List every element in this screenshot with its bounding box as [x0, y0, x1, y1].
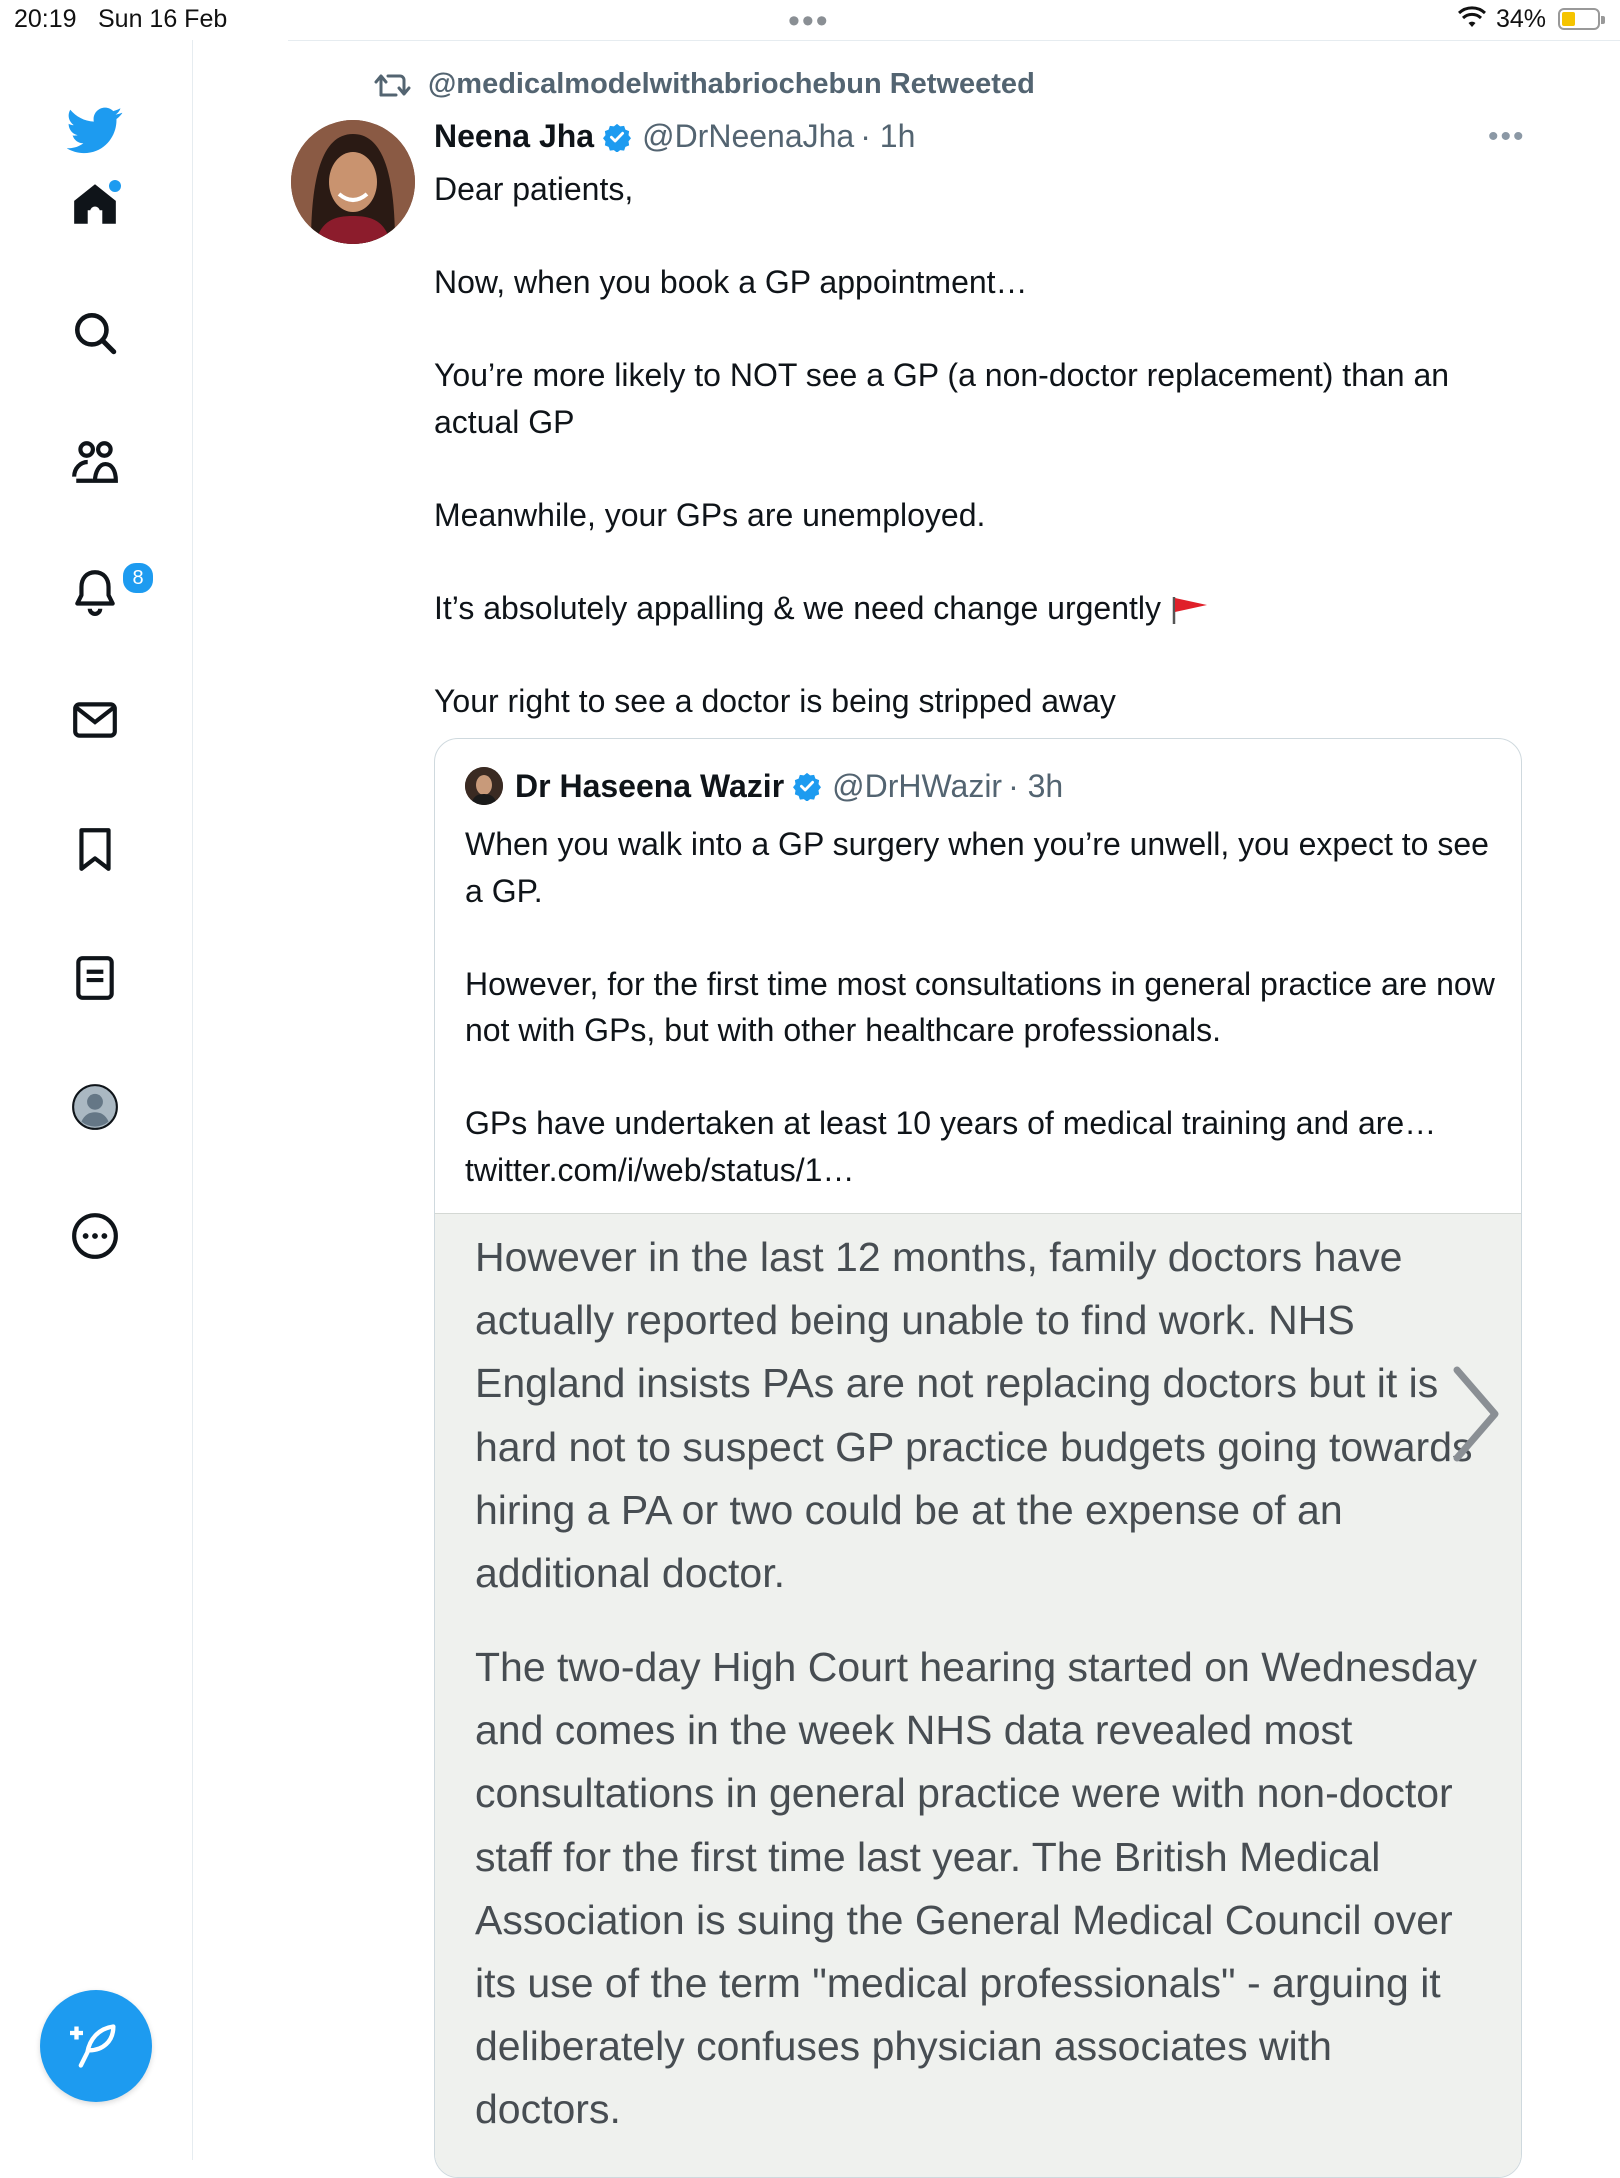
bookmark-icon [70, 824, 120, 874]
tweet-time[interactable]: · 1h [860, 118, 916, 154]
battery-percent: 34% [1496, 5, 1547, 33]
tweet-header [434, 118, 915, 155]
profile-avatar-icon [70, 1082, 120, 1132]
sidebar-item-communities[interactable] [55, 422, 135, 502]
twitter-logo-icon[interactable] [55, 90, 135, 170]
sidebar-item-messages[interactable] [55, 680, 135, 760]
sidebar-item-notifications[interactable] [55, 551, 144, 631]
notification-badge: 8 [121, 561, 155, 595]
tweet-paragraph: Dear patients, [434, 171, 634, 207]
search-icon [70, 308, 120, 358]
compose-tweet-button[interactable] [40, 1990, 152, 2102]
compose-feather-icon [70, 2020, 122, 2072]
sidebar-nav [0, 40, 193, 2160]
red-flag-icon [1171, 595, 1209, 625]
image-paragraph: The two-day High Court hearing started on Wednesday and comes in the week NHS data revealed most consultations in general practice were with non-doctor staff for the first time last year. The British Medical Association is suing the General Medical Council over its use of the term "medical professionals" - arguing it deliberately confuses physician associates with doctors. [475, 1644, 1478, 2133]
sidebar-item-profile[interactable] [55, 1067, 135, 1147]
envelope-icon [70, 695, 120, 745]
tweet-paragraph: You’re more likely to NOT see a GP (a non-doctor replacement) than an actual GP [434, 357, 1450, 440]
list-icon [70, 953, 120, 1003]
quoted-tweet-time: · 3h [1008, 767, 1064, 804]
quoted-author-name: Dr Haseena Wazir [515, 767, 785, 804]
tweet-body [434, 166, 1534, 771]
timeline-top-divider [288, 40, 1620, 41]
author-avatar[interactable] [291, 120, 415, 244]
multitasking-dots[interactable]: ••• [788, 2, 830, 40]
quoted-tweet-body [465, 821, 1495, 1240]
author-handle[interactable]: @DrNeenaJha [642, 118, 855, 154]
sidebar-item-home[interactable] [55, 164, 135, 244]
communities-icon [70, 437, 120, 487]
tweet-more-button[interactable]: ••• [1488, 120, 1526, 153]
home-unread-dot [109, 180, 121, 192]
quoted-tweet-image[interactable] [435, 1213, 1522, 2178]
sidebar-item-search[interactable] [55, 293, 135, 373]
status-bar [0, 0, 1620, 40]
sidebar-item-more[interactable] [55, 1196, 135, 1276]
sidebar-item-lists[interactable] [55, 938, 135, 1018]
more-circle-icon [70, 1211, 120, 1261]
retweet-icon [374, 71, 412, 99]
tweet-paragraph: Your right to see a doctor is being stripped away [434, 682, 1116, 719]
author-name[interactable]: Neena Jha [434, 118, 595, 154]
retweeted-by-label: @medicalmodelwithabriochebun Retweeted [428, 68, 1035, 100]
quoted-author-avatar[interactable] [465, 767, 503, 805]
image-paragraph: However in the last 12 months, family doctors have actually reported being unable to find work. NHS England insists PAs are not replacing doctors but it is hard not to suspect GP practice budgets going towards hiring a PA or two could be at the expense of an additional doctor. [475, 1234, 1473, 1597]
chevron-right-icon[interactable] [1445, 1364, 1505, 1464]
tweet-paragraph: Now, when you book a GP appointment… [434, 264, 1028, 300]
verified-badge-icon [602, 122, 632, 152]
quoted-paragraph: When you walk into a GP surgery when you’re unwell, you expect to see a GP. [465, 826, 1489, 909]
battery-icon [1558, 8, 1600, 30]
quoted-tweet-card[interactable] [434, 738, 1522, 2178]
quoted-paragraph: However, for the first time most consultations in general practice are now not with GPs, but with other healthcare professionals. [465, 965, 1495, 1048]
status-date: Sun 16 Feb [98, 5, 228, 33]
quoted-tweet-header [465, 767, 1063, 805]
wifi-icon [1458, 6, 1486, 37]
status-time: 20:19 [14, 5, 77, 33]
retweet-context[interactable] [374, 68, 1035, 101]
tweet-paragraph: Meanwhile, your GPs are unemployed. [434, 496, 986, 533]
verified-badge-icon [792, 771, 822, 801]
bell-icon [70, 566, 120, 616]
sidebar-item-bookmarks[interactable] [55, 809, 135, 889]
tweet-paragraph-with-flag [434, 585, 1534, 632]
tweet-paragraph: It’s absolutely appalling & we need change urgently [434, 589, 1162, 626]
quoted-author-handle: @DrHWazir [832, 767, 1003, 804]
quoted-paragraph: GPs have undertaken at least 10 years of medical training and are… twitter.com/i/web/status/1… [465, 1105, 1437, 1188]
